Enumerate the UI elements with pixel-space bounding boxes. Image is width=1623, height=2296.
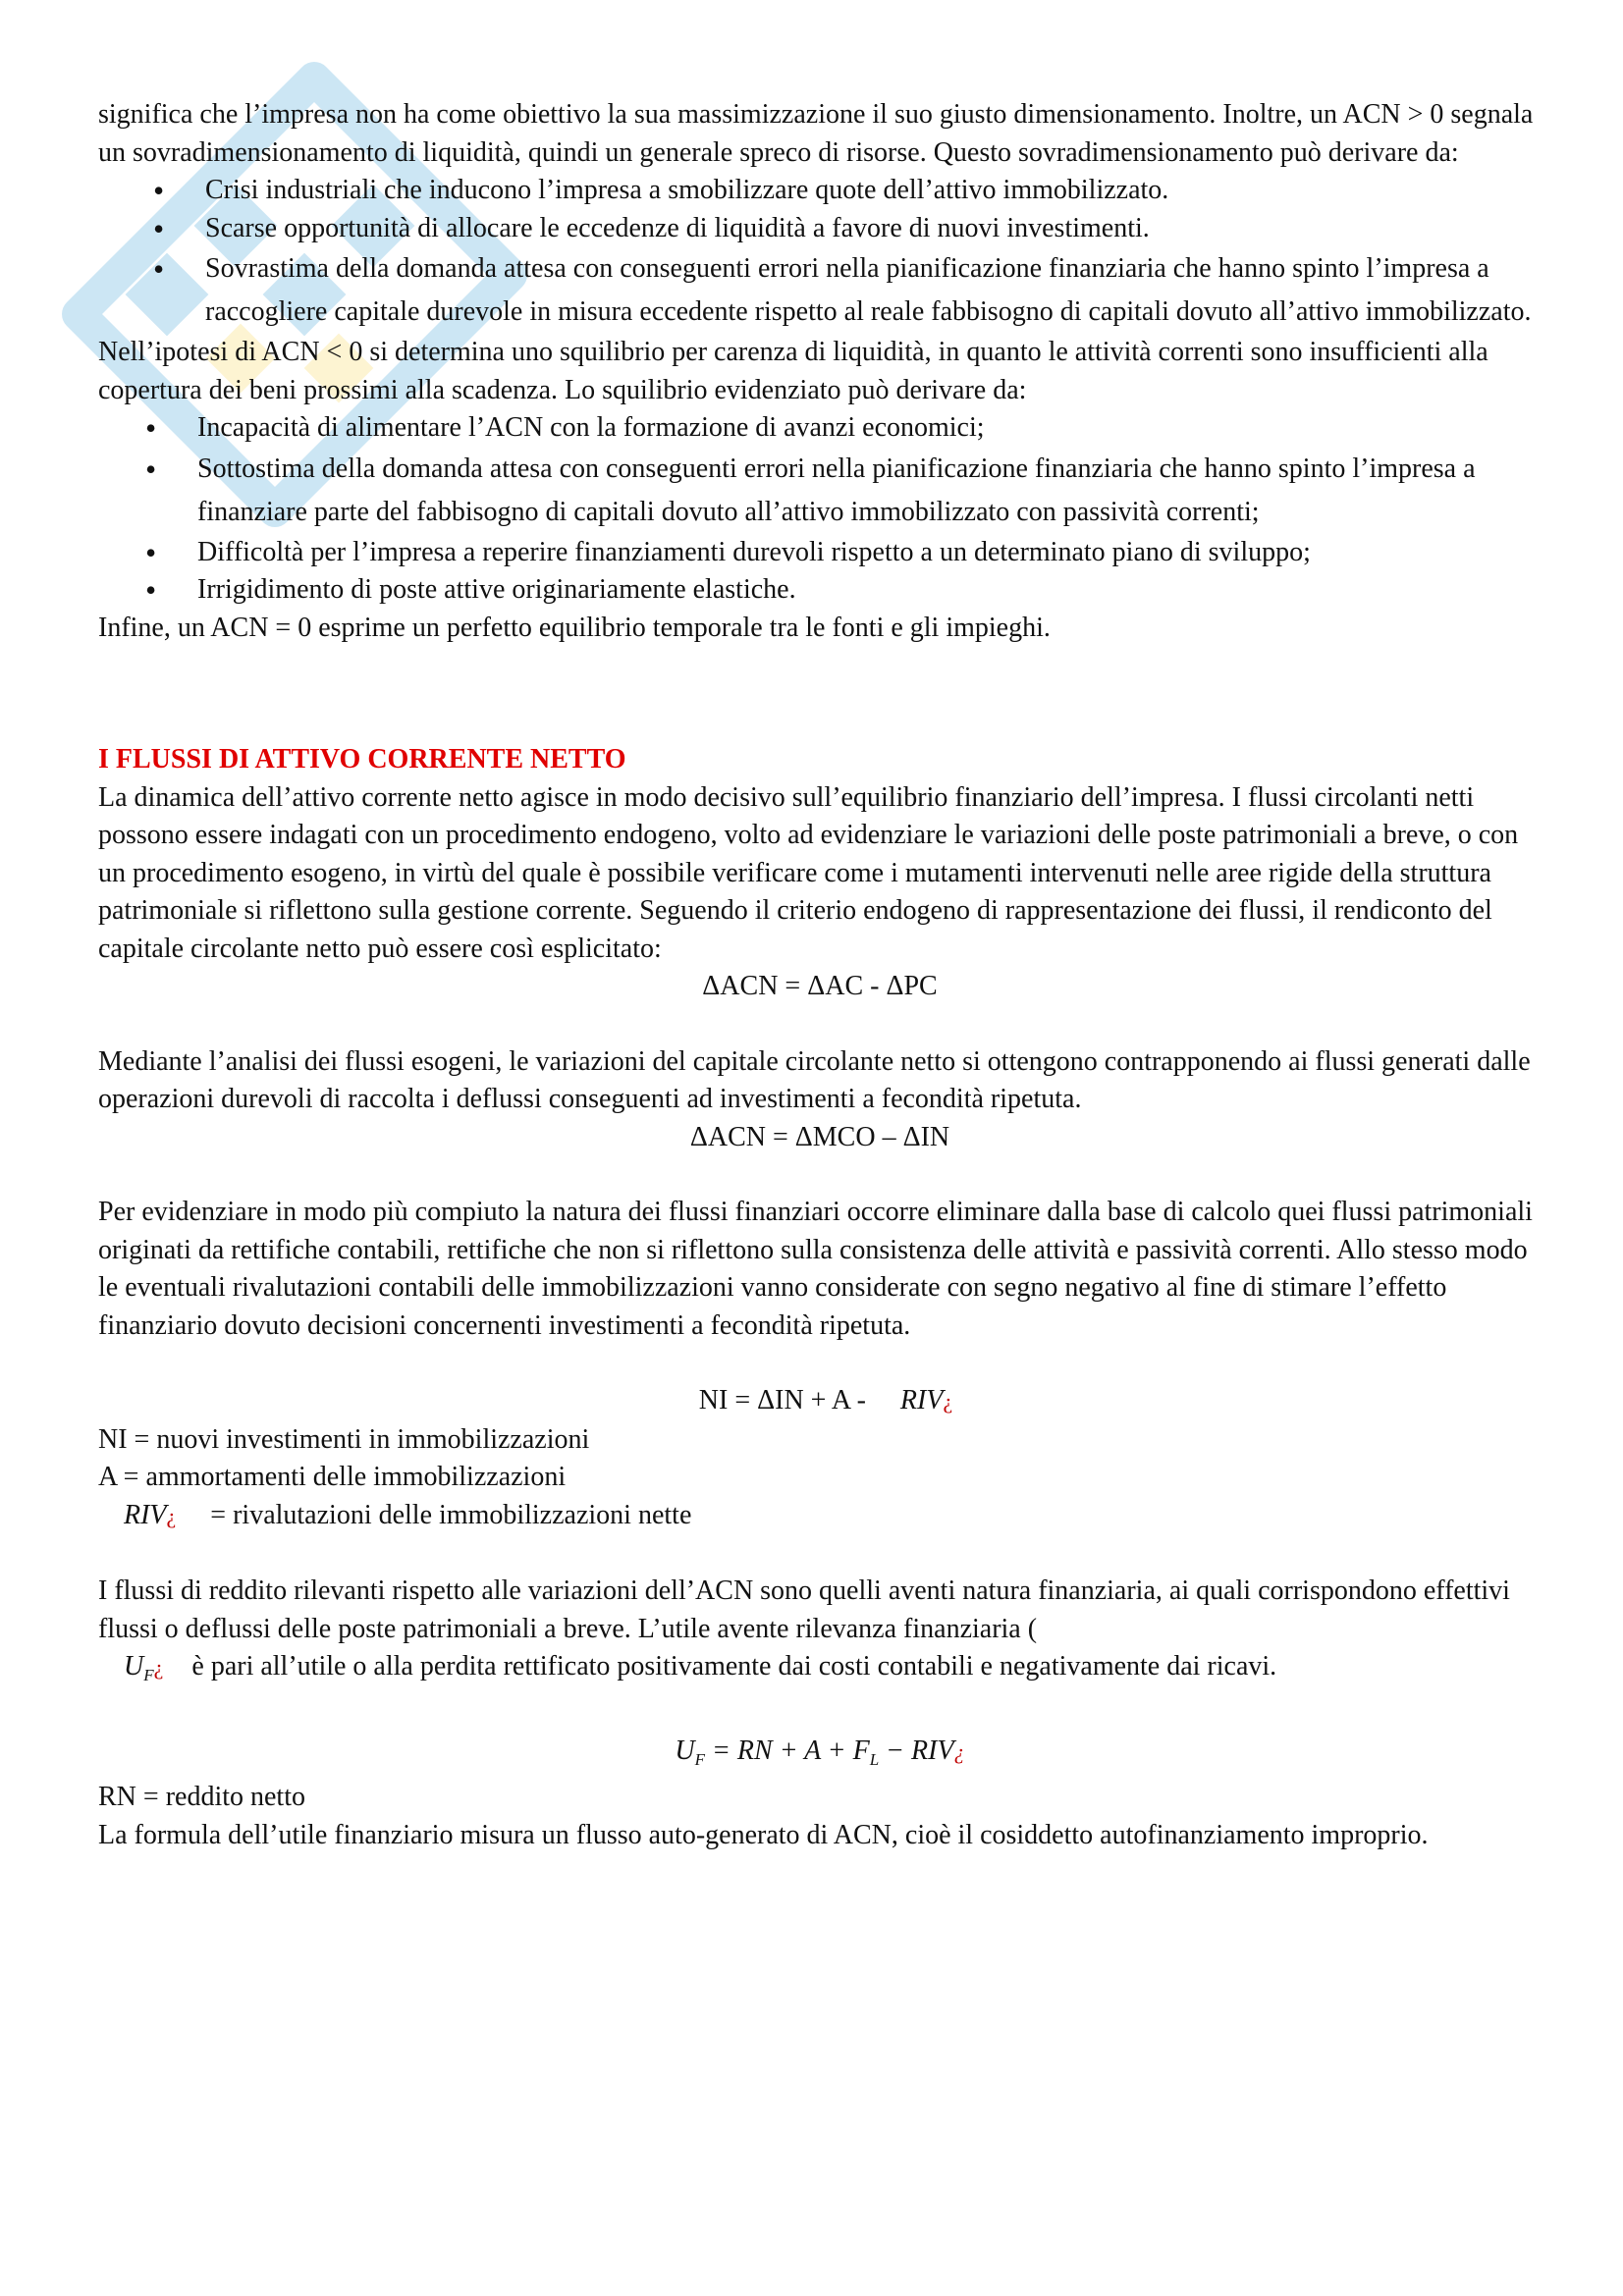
definition-riv	[98, 1497, 1542, 1536]
paragraph-self-financing: La formula dell’utile finanziario misura un flusso auto-generato di ACN, cioè il cosiddetto autofinanziamento improprio.	[98, 1819, 1429, 1850]
formula-exogenous: ΔACN = ΔMCO – ΔIN	[689, 1121, 950, 1152]
formula-u-sub: F	[694, 1749, 706, 1769]
paragraph-financial-profit	[98, 1573, 1542, 1695]
paragraph-exogenous: Mediante l’analisi dei flussi esogeni, le variazioni del capitale circolante netto si ottengono contrapponendo ai flussi generati dalle operazioni durevoli di raccolta i deflussi conseguenti ad investimenti a fecondità ripetuta.	[98, 1045, 1531, 1114]
definition-rn: RN = reddito netto	[98, 1782, 305, 1812]
paragraph-zero-acn: Infine, un ACN = 0 esprime un perfetto equilibrio temporale tra le fonti e gli impieghi.	[98, 612, 1051, 643]
formula-new-investments	[98, 1382, 1542, 1421]
formula-u: U	[675, 1735, 695, 1766]
list-item: • Irrigidimento di poste attive originariamente elastiche.	[98, 571, 1542, 610]
paragraph-intro: significa che l’impresa non ha come obiettivo la sua massimizzazione il suo giusto dimensionamento. Inoltre, un ACN > 0 segnala un sovradimensionamento di liquidità, quindi un generale spreco di risorse. Questo sovradimensionamento può derivare da:	[98, 99, 1534, 168]
formula-riv: RIV	[899, 1385, 944, 1415]
section-heading: I FLUSSI DI ATTIVO CORRENTE NETTO	[98, 744, 626, 774]
paragraph-negative-acn: Nell’ipotesi di ACN < 0 si determina uno squilibrio per carenza di liquidità, in quanto le attività correnti sono insufficienti alla copertura dei beni prossimi alla scadenza. Lo squilibrio evidenziato può derivare da:	[98, 337, 1488, 405]
paragraph-adjustments: Per evidenziare in modo più compiuto la natura dei flussi finanziari occorre eliminare dalla base di calcolo quei flussi patrimoniali originati da rettifiche contabili, rettifiche che non si riflettono sulla consistenza delle attività e passività correnti. Allo stesso modo le eventuali rivalutazioni contabili delle immobilizzazioni vanno considerate con segno negativo al fine di stimare l’effetto finanziario dovuto decisioni concernenti investimenti a fecondità ripetuta.	[98, 1197, 1533, 1341]
formula-u: U	[124, 1651, 144, 1682]
list-oversizing-causes	[98, 172, 1542, 334]
formula-rest: = RN + A + F	[712, 1735, 870, 1766]
formula-u-sub: F	[143, 1666, 154, 1684]
formula-text: NI = ΔIN + A -	[698, 1385, 866, 1415]
definition-riv-text: = rivalutazioni delle immobilizzazioni nette	[210, 1499, 692, 1530]
paragraph-dynamics: La dinamica dell’attivo corrente netto agisce in modo decisivo sull’equilibrio finanziario dell’impresa. I flussi circolanti netti possono essere indagati con un procedimento endogeno, volto ad evidenziare le variazioni delle poste patrimoniali a breve, o con un procedimento esogeno, in virtù del quale è possibile verificare come i mutamenti intervenuti nelle aree rigide della struttura patrimoniale si riflettono sulla gestione corrente. Seguendo il criterio endogeno di rappresentazione dei flussi, il rendiconto del capitale circolante netto può essere così esplicitato:	[98, 781, 1519, 964]
paragraph-financial-profit-b: è pari all’utile o alla perdita rettificato positivamente dai costi contabili e negativamente dai ricavi.	[191, 1651, 1277, 1682]
formula-l-sub: L	[869, 1749, 880, 1769]
document-page	[98, 96, 1542, 1854]
list-item: • Sovrastima della domanda attesa con conseguenti errori nella pianificazione finanziaria che hanno spinto l’impresa a raccogliere capitale durevole in misura eccedente rispetto al reale fabbisogno di capitali dovuto all’attivo immobilizzato.	[98, 247, 1542, 334]
definition-ni: NI = nuovi investimenti in immobilizzazioni	[98, 1423, 590, 1455]
formula-symbol: ¿	[153, 1655, 164, 1680]
list-item: • Scarse opportunità di allocare le eccedenze di liquidità a favore di nuovi investimenti.	[98, 210, 1542, 248]
list-item: • Crisi industriali che inducono l’impresa a smobilizzare quote dell’attivo immobilizzato.	[98, 172, 1542, 210]
formula-endogenous: ΔACN = ΔAC - ΔPC	[702, 971, 938, 1001]
formula-riv: RIV	[124, 1499, 167, 1530]
formula-symbol: ¿	[166, 1503, 177, 1528]
list-item: • Sottostima della domanda attesa con conseguenti errori nella pianificazione finanziaria che hanno spinto l’impresa a finanziare parte del fabbisogno di capitali dovuto all’attivo immobilizzato con passività correnti;	[98, 448, 1542, 534]
definition-a: A = ammortamenti delle immobilizzazioni	[98, 1462, 567, 1492]
list-item: • Incapacità di alimentare l’ACN con la formazione di avanzi economici;	[98, 409, 1542, 448]
formula-symbol: ¿	[943, 1389, 953, 1414]
formula-minus-riv: − RIV	[886, 1735, 954, 1766]
formula-symbol: ¿	[953, 1738, 965, 1764]
list-item: • Difficoltà per l’impresa a reperire finanziamenti durevoli rispetto a un determinato piano di sviluppo;	[98, 534, 1542, 572]
formula-financial-profit	[98, 1733, 1542, 1780]
paragraph-financial-profit-a: I flussi di reddito rilevanti rispetto alle variazioni dell’ACN sono quelli aventi natura finanziaria, ai quali corrispondono effettivi flussi o deflussi delle poste patrimoniali a breve. L’utile avente rilevanza finanziaria (	[98, 1575, 1510, 1644]
list-imbalance-causes	[98, 409, 1542, 610]
